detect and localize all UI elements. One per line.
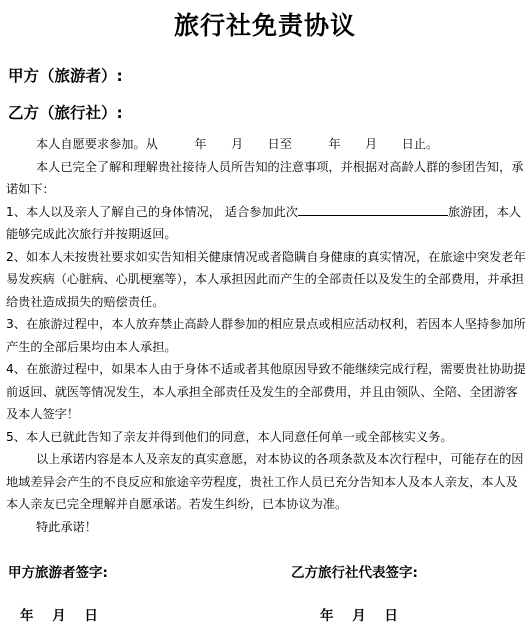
party-a-signature-label: 甲方旅游者签字: — [8, 565, 108, 581]
clause-1 — [6, 201, 526, 246]
clause-5: 5、本人已就此告知了亲友并得到他们的同意，本人同意任何单一或全部核实义务。 — [6, 429, 453, 444]
intro-paragraph: 本人已完全了解和理解贵社接待人员所告知的注意事项，并根据对高龄人群的参团告知，承诺如下： — [6, 159, 524, 196]
clause-1-end: 旅游团，本人能够完成此次旅行并按期返回。 — [6, 204, 522, 241]
party-a-label: 甲方（旅游者）: — [8, 67, 123, 85]
clause-3: 3、在旅游过程中，本人放弃禁止高龄人群参加的相应景点或相应活动权利，若因本人坚持参加所产生的全部后果均由本人承担。 — [6, 317, 526, 354]
clause-1-start: 1、本人以及亲人了解自己的身体情况， 适合参加此次 — [6, 204, 298, 219]
document-title: 旅行社免责协议 — [173, 11, 356, 40]
agreement-body — [6, 133, 526, 538]
clause-2: 2、如本人未按贵社要求如实告知相关健康情况或者隐瞒自身健康的真实情况，在旅途中突发老年易发疾病（心脏病、心肌梗塞等），本人承担因此而产生的全部责任以及发生的全部费用，并承担给贵社造成损失的赔偿责任。 — [6, 249, 526, 309]
closing-paragraph: 以上承诺内容是本人及亲友的真实意愿，对本协议的各项条款及本次行程中，可能存在的因地域差异会产生的不良反应和旅途辛劳程度，贵社工作人员已充分告知本人及本人亲友，本人及本人亲友已完全理解并自愿承诺。若发生纠纷，已本协议为准。 — [6, 452, 524, 511]
party-b-date: 年 月 日 — [320, 608, 398, 624]
party-a-date: 年 月 日 — [20, 608, 98, 624]
clause-4: 4、在旅游过程中，如果本人由于身体不适或者其他原因导致不能继续完成行程，需要贵社协助提前返回、就医等情况发生，本人承担全部责任及发生的全部费用，并且由领队、全陪、全团游客及本人签字！ — [6, 362, 526, 421]
period-line: 本人自愿要求参加。从 年 月 日至 年 月 日止。 — [36, 137, 439, 151]
tour-name-blank — [298, 204, 448, 216]
party-b-label: 乙方（旅行社）: — [8, 104, 123, 122]
party-b-signature-label: 乙方旅行社代表签字: — [291, 565, 418, 581]
special-statement: 特此承诺！ — [36, 519, 97, 534]
